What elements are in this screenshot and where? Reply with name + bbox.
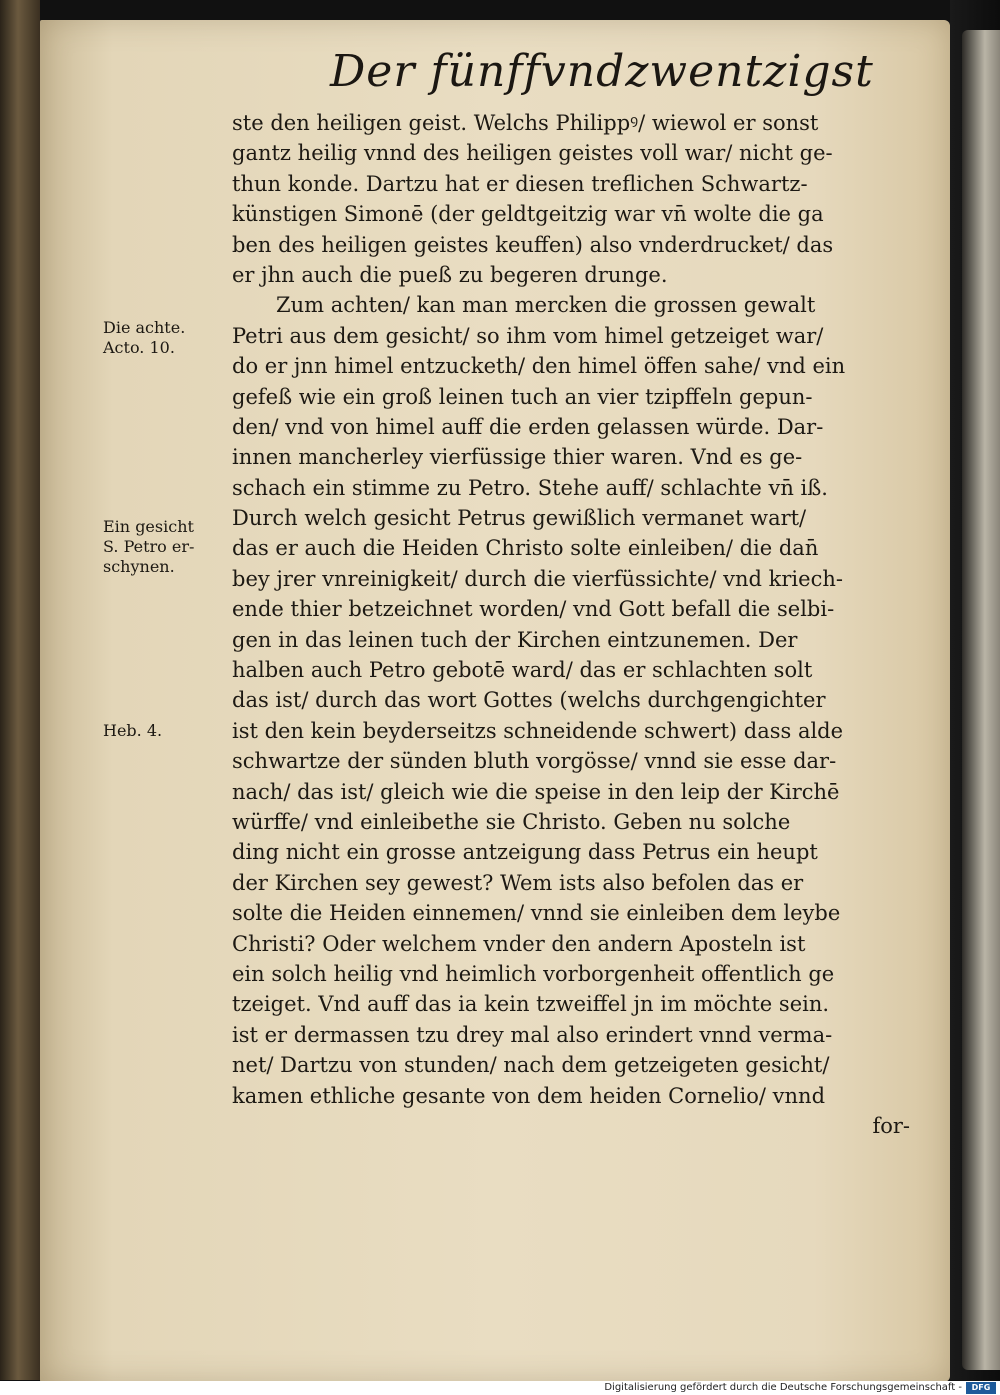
margin-note-line: Ein gesicht — [103, 517, 194, 536]
text-line: nach/ das ist/ gleich wie die speise in den leip der Kirchē — [232, 779, 840, 804]
text-line: Zum achten/ kan man mercken die grossen gewalt — [276, 293, 816, 318]
text-line: thun konde. Dartzu hat er diesen treflichen Schwartz- — [232, 171, 808, 196]
margin-note-heb — [103, 721, 228, 741]
text-line: schach ein stimme zu Petro. Stehe auff/ schlachte vn̄ iß. — [232, 475, 828, 500]
text-line: würffe/ vnd einleibethe sie Christo. Geben nu solche — [232, 809, 791, 834]
text-line: solte die Heiden einnemen/ vnnd sie einleiben dem leybe — [232, 901, 841, 926]
text-line: ding nicht ein grosse antzeigung dass Petrus ein heupt — [232, 840, 818, 865]
text-line: das ist/ durch das wort Gottes (welchs durchgengichter — [232, 688, 826, 713]
text-line: tzeiget. Vnd auff das ia kein tzweiffel jn im möchte sein. — [232, 992, 830, 1017]
body-text — [232, 108, 912, 1141]
facing-page-edge — [962, 30, 1000, 1370]
text-line: ist er dermassen tzu drey mal also erindert vnnd verma- — [232, 1022, 833, 1047]
text-line: innen mancherley vierfüssige thier waren. Vnd es ge- — [232, 445, 803, 470]
text-line: ende thier betzeichnet worden/ vnd Gott befall die selbi- — [232, 597, 835, 622]
margin-note-line: Acto. 10. — [103, 338, 175, 357]
text-line: net/ Dartzu von stunden/ nach dem getzeigeten gesicht/ — [232, 1053, 830, 1078]
text-line: er jhn auch die pueß zu begeren drunge. — [232, 262, 668, 287]
show-through-text — [80, 90, 165, 230]
footer-bar — [0, 1381, 1000, 1395]
margin-note-line: schynen. — [103, 557, 175, 576]
text-line: halben auch Petro gebotē ward/ das er schlachten solt — [232, 658, 813, 683]
text-line: gantz heilig vnnd des heiligen geistes voll war/ nicht ge- — [232, 141, 833, 166]
text-line: ein solch heilig vnd heimlich vorborgenheit offentlich ge — [232, 961, 835, 986]
text-line: gen in das leinen tuch der Kirchen eintzunemen. Der — [232, 627, 798, 652]
text-line: ist den kein beyderseitzs schneidende schwert) dass alde — [232, 718, 844, 743]
margin-note-line: S. Petro er- — [103, 537, 195, 556]
margin-note-ein-gesicht — [103, 517, 228, 577]
text-line: gefeß wie ein groß leinen tuch an vier tzipffeln gepun- — [232, 384, 813, 409]
text-line: ste den heiligen geist. Welchs Philippꝰ/ wiewol er sonst — [232, 111, 819, 135]
footer-credit: Digitalisierung gefördert durch die Deutsche Forschungsgemeinschaft - — [604, 1382, 962, 1393]
text-line: for- — [872, 1113, 910, 1138]
text-line: Durch welch gesicht Petrus gewißlich vermanet wart/ — [232, 506, 807, 531]
text-line: das er auch die Heiden Christo solte einleiben/ die dan̄ — [232, 536, 819, 561]
text-line: Christi? Oder welchem vnder den andern Aposteln ist — [232, 931, 806, 956]
text-line: ben des heiligen geistes keuffen) also vnderdrucket/ das — [232, 232, 834, 257]
running-head: Der fünffvndzwentzigst — [330, 46, 874, 97]
dfg-logo: DFG — [966, 1382, 996, 1394]
margin-note-line: Heb. 4. — [103, 721, 163, 740]
page-stack-edge — [0, 0, 40, 1380]
text-line: bey jrer vnreinigkeit/ durch die vierfüssichte/ vnd kriech- — [232, 566, 843, 591]
text-line: do er jnn himel entzucketh/ den himel öffen sahe/ vnd ein — [232, 354, 846, 379]
margin-note-die-achte — [103, 318, 228, 358]
text-line: den/ vnd von himel auff die erden gelassen würde. Dar- — [232, 414, 824, 439]
text-line: der Kirchen sey gewest? Wem ists also befolen das er — [232, 870, 804, 895]
text-line: Petri aus dem gesicht/ so ihm vom himel getzeiget war/ — [232, 323, 824, 348]
text-line: künstigen Simonē (der geldtgeitzig war vn̄ wolte die ga — [232, 202, 824, 227]
margin-note-line: Die achte. — [103, 318, 186, 337]
text-line: kamen ethliche gesante von dem heiden Cornelio/ vnnd — [232, 1083, 826, 1108]
text-line: schwartze der sünden bluth vorgösse/ vnnd sie esse dar- — [232, 749, 837, 774]
